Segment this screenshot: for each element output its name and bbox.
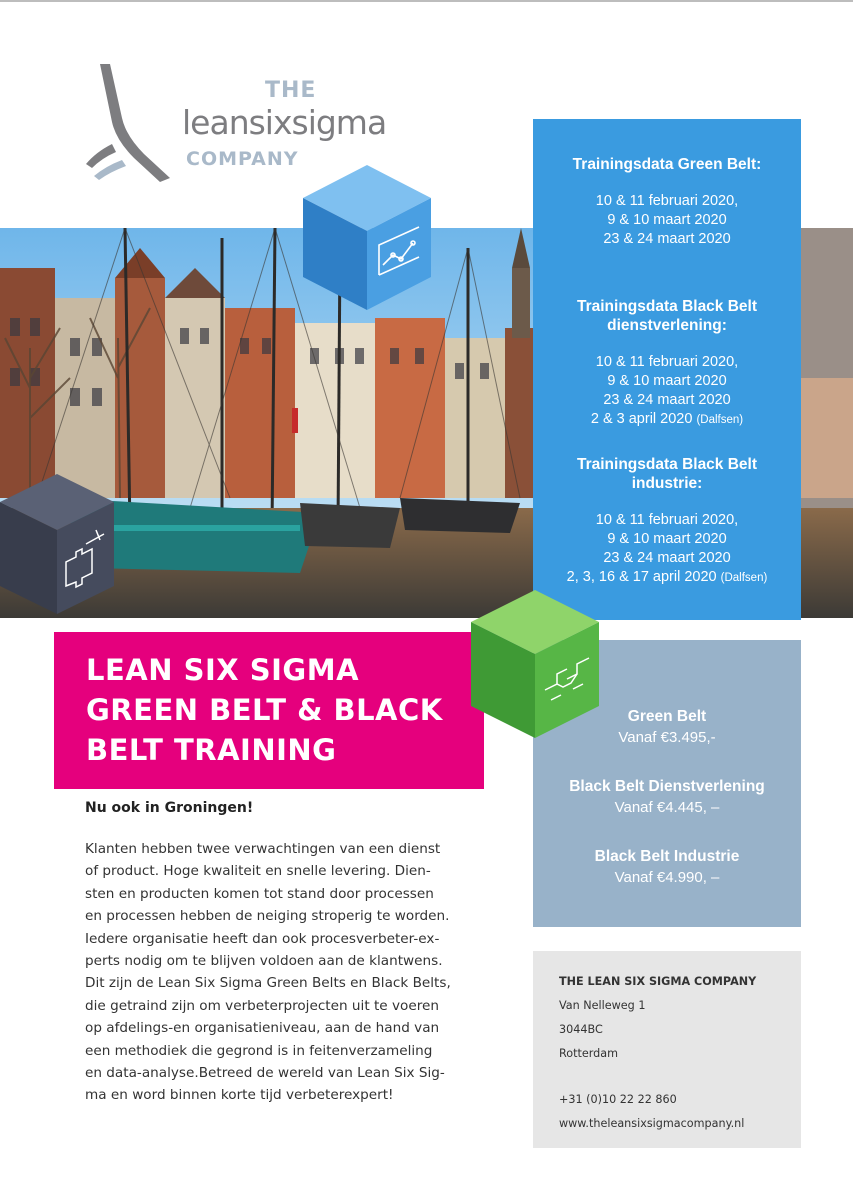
body-line: of product. Hoge kwaliteit en snelle levering. Dien-	[85, 863, 431, 880]
date-line: 10 & 11 februari 2020,	[595, 512, 739, 528]
body-line: sten en producten komen tot stand door processen	[85, 885, 434, 902]
title-line: LEAN SIX SIGMA	[86, 653, 360, 687]
date-line: 23 & 24 maart 2020	[603, 392, 731, 408]
black-belt-industry-dates	[533, 455, 801, 588]
title-line: GREEN BELT & BLACK	[86, 693, 443, 727]
dark-cube	[0, 474, 114, 614]
price-name: Black Belt Dienstverlening	[569, 778, 765, 795]
green-cube	[471, 590, 599, 738]
subtitle: Nu ook in Groningen!	[85, 800, 254, 816]
date-line: 10 & 11 februari 2020,	[595, 193, 739, 209]
top-rule	[0, 0, 853, 2]
date-line: 2, 3, 16 & 17 april 2020	[566, 569, 717, 585]
body-line: en data-analyse.Betreed de wereld van Lean Six Sig-	[85, 1065, 445, 1082]
body-line: ma en word binnen korte tijd verbeterexpert!	[85, 1087, 394, 1104]
body-line: Dit zijn de Lean Six Sigma Green Belts en Black Belts,	[85, 975, 451, 992]
address-city: Rotterdam	[559, 1047, 619, 1060]
black-belt-service-heading-2: dienstverlening:	[607, 317, 727, 334]
body-line: Iedere organisatie heeft dan ook procesverbeter-ex-	[85, 930, 440, 947]
price-black-belt-industry	[533, 846, 801, 888]
date-line-with-note	[533, 410, 801, 430]
black-belt-industry-heading-1: Trainingsdata Black Belt	[576, 456, 758, 473]
address-company: THE LEAN SIX SIGMA COMPANY	[559, 975, 757, 988]
green-belt-dates-heading: Trainingsdata Green Belt:	[572, 156, 762, 173]
address-street: Van Nelleweg 1	[559, 999, 646, 1012]
date-line: 10 & 11 februari 2020,	[595, 354, 739, 370]
blue-cube	[303, 165, 431, 310]
address-box	[533, 951, 801, 1148]
address-website[interactable]: www.theleansixsigmacompany.nl	[559, 1117, 745, 1130]
black-belt-service-dates	[533, 297, 801, 430]
date-line: 9 & 10 maart 2020	[607, 531, 727, 547]
body-line: een methodiek die gegrond is in feitenverzameling	[85, 1042, 433, 1059]
body-line: die getraind zijn om verbeterprojecten uit te voeren	[85, 997, 439, 1014]
address-phone[interactable]: +31 (0)10 22 22 860	[559, 1093, 677, 1106]
body-line: en processen hebben de neiging stroperig te worden.	[85, 908, 450, 925]
title-banner	[54, 632, 484, 789]
logo-wordmark: leansixsigma	[182, 103, 387, 142]
location-note: (Dalfsen)	[696, 414, 744, 426]
training-dates-panel	[533, 119, 801, 620]
price-value: Vanaf €4.445, –	[614, 799, 720, 816]
date-line: 23 & 24 maart 2020	[603, 550, 731, 566]
title-line: BELT TRAINING	[86, 733, 337, 767]
logo-mark-icon	[82, 60, 182, 185]
black-belt-industry-heading-2: industrie:	[631, 475, 703, 492]
date-line: 2 & 3 april 2020	[590, 411, 693, 427]
address-postcode: 3044BC	[559, 1023, 603, 1036]
body-line: Klanten hebben twee verwachtingen van een dienst	[85, 841, 441, 857]
logo-the: THE	[265, 78, 317, 103]
price-value: Vanaf €3.495,-	[618, 729, 716, 746]
price-black-belt-service	[533, 776, 801, 818]
price-name: Green Belt	[627, 708, 707, 725]
green-belt-dates	[533, 155, 801, 249]
price-value: Vanaf €4.990, –	[614, 869, 720, 886]
body-line: op afdelings-en organisatieniveau, aan de hand van	[85, 1020, 440, 1037]
body-line: perts nodig om te blijven voldoen aan de klantwens.	[85, 953, 443, 970]
body-text	[85, 838, 485, 1107]
date-line: 9 & 10 maart 2020	[607, 212, 727, 228]
location-note: (Dalfsen)	[720, 572, 768, 584]
date-line: 9 & 10 maart 2020	[607, 373, 727, 389]
black-belt-service-heading-1: Trainingsdata Black Belt	[576, 298, 758, 315]
logo-company: COMPANY	[186, 148, 299, 170]
date-line: 23 & 24 maart 2020	[603, 231, 731, 247]
date-line-with-note	[533, 568, 801, 588]
price-name: Black Belt Industrie	[594, 848, 740, 865]
page-title	[86, 650, 486, 770]
